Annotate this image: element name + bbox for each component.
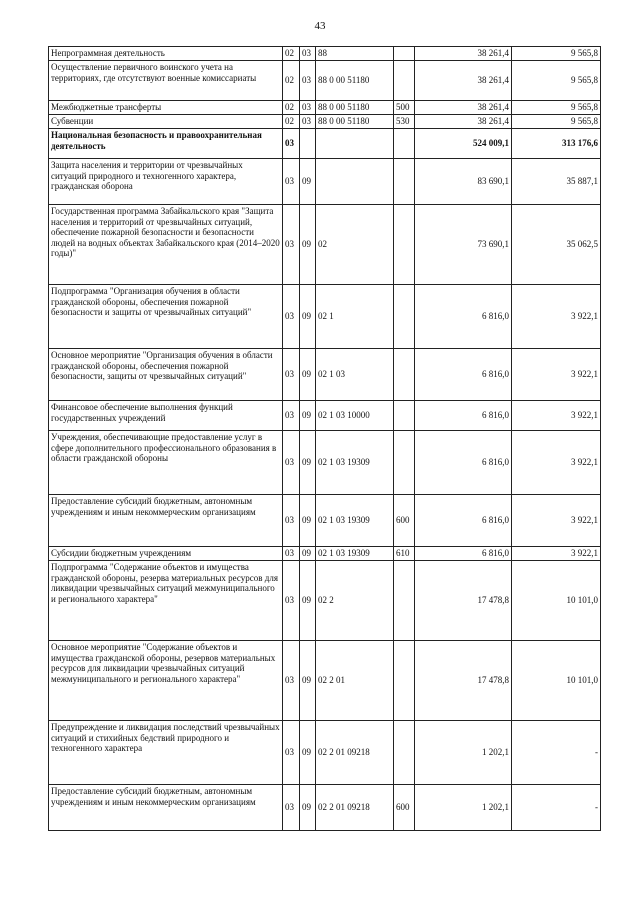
row-amount-actual: 3 922,1 [512,349,601,401]
row-subsection: 09 [300,561,316,641]
row-amount-plan: 38 261,4 [415,101,512,115]
row-expense-type [394,159,415,205]
row-expense-type [394,61,415,101]
row-amount-actual: 313 176,6 [512,129,601,159]
row-subsection: 09 [300,285,316,349]
table-row [49,641,601,721]
row-amount-plan: 73 690,1 [415,205,512,285]
table-row [49,115,601,129]
table-row [49,47,601,61]
row-subsection [300,129,316,159]
row-name: Подпрограмма "Организация обучения в области гражданской обороны, обеспечения пожарной безопасности и защиты от чрезвычайных ситуаций" [49,285,283,349]
row-expense-type [394,47,415,61]
row-target-article: 02 2 01 [316,641,394,721]
row-name: Основное мероприятие "Содержание объектов и имущества гражданской обороны, резервов материальных ресурсов для ликвидации чрезвычайных ситуаций межмуниципального и регионального характера" [49,641,283,721]
row-amount-plan: 6 816,0 [415,495,512,547]
row-section: 03 [283,721,300,785]
row-target-article: 02 2 01 09218 [316,785,394,831]
table-row [49,495,601,547]
row-expense-type [394,721,415,785]
row-amount-plan: 6 816,0 [415,547,512,561]
row-section: 02 [283,61,300,101]
row-expense-type [394,349,415,401]
row-expense-type: 530 [394,115,415,129]
table-row [49,129,601,159]
row-name: Непрограммная деятельность [49,47,283,61]
row-section: 03 [283,159,300,205]
row-target-article: 02 1 03 10000 [316,401,394,431]
row-amount-actual: 9 565,8 [512,47,601,61]
row-section: 03 [283,401,300,431]
row-expense-type: 500 [394,101,415,115]
row-amount-plan: 6 816,0 [415,431,512,495]
table-row [49,349,601,401]
row-name: Предоставление субсидий бюджетным, автономным учреждениям и иным некоммерческим организациям [49,785,283,831]
row-target-article: 02 1 03 [316,349,394,401]
table-row [49,785,601,831]
row-target-article: 02 1 03 19309 [316,547,394,561]
row-amount-actual: - [512,785,601,831]
row-target-article: 02 2 01 09218 [316,721,394,785]
row-target-article: 02 1 03 19309 [316,431,394,495]
page-number: 43 [314,20,326,32]
row-section: 03 [283,431,300,495]
row-expense-type: 600 [394,785,415,831]
row-name: Субвенции [49,115,283,129]
row-expense-type [394,129,415,159]
table-row [49,61,601,101]
row-name: Подпрограмма "Содержание объектов и имущества гражданской обороны, резерва материальных ресурсов для ликвидации чрезвычайных ситуаций межмуниципального и регионального характера" [49,561,283,641]
row-section: 03 [283,495,300,547]
row-amount-actual: 3 922,1 [512,495,601,547]
row-amount-actual: 35 887,1 [512,159,601,205]
row-subsection: 03 [300,47,316,61]
row-subsection: 09 [300,205,316,285]
table-row [49,101,601,115]
row-target-article: 02 1 [316,285,394,349]
row-amount-actual: 3 922,1 [512,431,601,495]
row-target-article: 02 [316,205,394,285]
row-subsection: 03 [300,61,316,101]
row-section: 03 [283,349,300,401]
row-section: 03 [283,785,300,831]
row-section: 02 [283,101,300,115]
table-row [49,561,601,641]
row-section: 03 [283,129,300,159]
row-amount-actual: 35 062,5 [512,205,601,285]
row-target-article [316,129,394,159]
row-name: Государственная программа Забайкальского края "Защита населения и территорий от чрезвычайных ситуаций, обеспечение пожарной безопасности и безопасности людей на водных объектах Забайкальского края (2014–2020 годы)" [49,205,283,285]
row-amount-actual: 10 101,0 [512,641,601,721]
row-amount-plan: 6 816,0 [415,349,512,401]
row-subsection: 09 [300,159,316,205]
row-amount-actual: - [512,721,601,785]
row-target-article: 88 0 00 51180 [316,101,394,115]
row-amount-actual: 3 922,1 [512,547,601,561]
row-name: Основное мероприятие "Организация обучения в области гражданской обороны, обеспечения пожарной безопасности, защиты от чрезвычайных ситуаций" [49,349,283,401]
row-target-article [316,159,394,205]
row-subsection: 09 [300,495,316,547]
row-amount-plan: 38 261,4 [415,61,512,101]
row-subsection: 03 [300,115,316,129]
row-expense-type [394,285,415,349]
table-row [49,205,601,285]
row-target-article: 88 [316,47,394,61]
row-section: 03 [283,285,300,349]
row-target-article: 88 0 00 51180 [316,61,394,101]
row-subsection: 09 [300,401,316,431]
row-expense-type [394,641,415,721]
row-expense-type [394,431,415,495]
row-subsection: 03 [300,101,316,115]
row-amount-plan: 1 202,1 [415,721,512,785]
row-amount-plan: 6 816,0 [415,401,512,431]
row-target-article: 02 1 03 19309 [316,495,394,547]
row-amount-plan: 1 202,1 [415,785,512,831]
row-name: Защита населения и территории от чрезвычайных ситуаций природного и техногенного характера, гражданская оборона [49,159,283,205]
row-subsection: 09 [300,721,316,785]
row-section: 02 [283,47,300,61]
row-subsection: 09 [300,641,316,721]
table-row [49,159,601,205]
row-name: Осуществление первичного воинского учета на территориях, где отсутствуют военные комиссариаты [49,61,283,101]
row-name: Предоставление субсидий бюджетным, автономным учреждениям и иным некоммерческим организациям [49,495,283,547]
table-row [49,285,601,349]
row-subsection: 09 [300,547,316,561]
row-subsection: 09 [300,349,316,401]
row-name: Национальная безопасность и правоохранительная деятельность [49,129,283,159]
row-amount-plan: 524 009,1 [415,129,512,159]
row-name: Межбюджетные трансферты [49,101,283,115]
row-section: 03 [283,561,300,641]
table-row [49,401,601,431]
row-amount-actual: 9 565,8 [512,115,601,129]
row-amount-actual: 3 922,1 [512,401,601,431]
row-amount-actual: 9 565,8 [512,101,601,115]
row-expense-type [394,205,415,285]
row-target-article: 88 0 00 51180 [316,115,394,129]
row-name: Субсидии бюджетным учреждениям [49,547,283,561]
row-name: Предупреждение и ликвидация последствий чрезвычайных ситуаций и стихийных бедствий природного и техногенного характера [49,721,283,785]
row-name: Финансовое обеспечение выполнения функций государственных учреждений [49,401,283,431]
row-target-article: 02 2 [316,561,394,641]
row-expense-type: 610 [394,547,415,561]
row-amount-plan: 38 261,4 [415,47,512,61]
budget-table [48,46,601,831]
row-expense-type [394,401,415,431]
row-section: 03 [283,205,300,285]
table-row [49,721,601,785]
row-amount-actual: 9 565,8 [512,61,601,101]
row-amount-plan: 17 478,8 [415,641,512,721]
row-subsection: 09 [300,431,316,495]
row-section: 03 [283,547,300,561]
row-amount-plan: 83 690,1 [415,159,512,205]
row-section: 03 [283,641,300,721]
row-expense-type: 600 [394,495,415,547]
table-row [49,431,601,495]
row-section: 02 [283,115,300,129]
row-name: Учреждения, обеспечивающие предоставление услуг в сфере дополнительного профессионального образования в области гражданской обороны [49,431,283,495]
row-amount-actual: 10 101,0 [512,561,601,641]
table-row [49,547,601,561]
row-subsection: 09 [300,785,316,831]
row-amount-plan: 17 478,8 [415,561,512,641]
row-amount-plan: 38 261,4 [415,115,512,129]
row-amount-actual: 3 922,1 [512,285,601,349]
row-amount-plan: 6 816,0 [415,285,512,349]
row-expense-type [394,561,415,641]
